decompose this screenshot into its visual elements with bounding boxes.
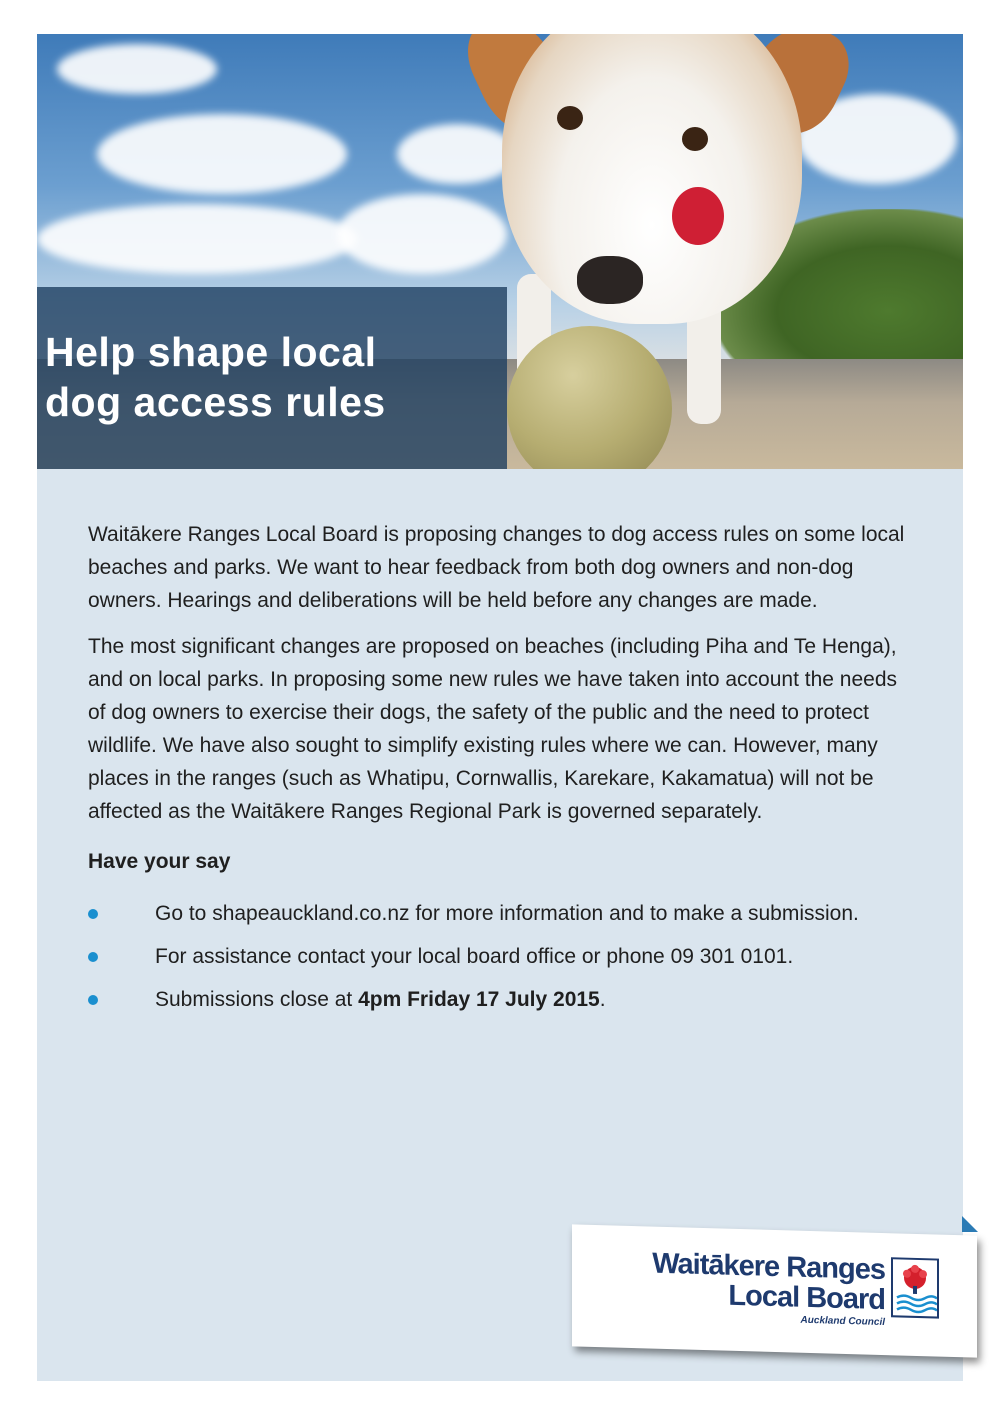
bullet-icon: [88, 995, 98, 1005]
title-line: Help shape local: [45, 329, 377, 375]
dog-head: [502, 34, 802, 324]
dog-nose: [577, 256, 643, 304]
bullet-text: Go to shapeauckland.co.nz for more information and to make a submission.: [155, 902, 859, 925]
bullet-text: Submissions close at: [155, 988, 359, 1011]
page-title: [45, 327, 386, 427]
list-item: [88, 899, 918, 928]
bullet-text: .: [599, 988, 606, 1011]
cloud-shape: [97, 114, 347, 194]
logo-fold-corner: [962, 1216, 978, 1232]
list-item: [88, 942, 918, 971]
have-your-say-heading: Have your say: [88, 850, 231, 873]
flyer-panel: [37, 34, 963, 1381]
logo-line: Local Board: [728, 1279, 885, 1317]
body-content: [88, 518, 918, 1028]
logo-card: [572, 1224, 977, 1357]
title-line: dog access rules: [45, 379, 386, 425]
cloud-shape: [337, 194, 507, 274]
list-item: [88, 985, 918, 1014]
pohutukawa-emblem-icon: [891, 1257, 939, 1318]
dog-eye: [557, 106, 583, 130]
details-paragraph: The most significant changes are proposed on beaches (including Piha and Te Henga), and on local parks. In proposing some new rules we have taken into account the needs of dog owners to exercise their dogs, the safety of the public and the need to protect wildlife. We have also sought to simplify existing rules where we can. However, many places in the ranges (such as Whatipu, Cornwallis, Karekare, Kakamatua) will not be affected as the Waitākere Ranges Regional Park is governed separately.: [88, 635, 898, 823]
have-your-say-list: [88, 899, 918, 1014]
logo-line: Waitākere Ranges: [652, 1247, 885, 1287]
deadline-text: 4pm Friday 17 July 2015: [358, 988, 600, 1011]
cloud-shape: [397, 124, 517, 184]
bullet-icon: [88, 952, 98, 962]
cloud-shape: [37, 204, 357, 274]
cloud-shape: [57, 44, 217, 94]
intro-paragraph: Waitākere Ranges Local Board is proposing changes to dog access rules on some local beaches and parks. We want to hear feedback from both dog owners and non-dog owners. Hearings and deliberations will be held before any changes are made.: [88, 523, 905, 612]
bullet-text: For assistance contact your local board office or phone 09 301 0101.: [155, 945, 794, 968]
dog-tag: [672, 187, 724, 245]
dog-eye: [682, 127, 708, 151]
bullet-icon: [88, 909, 98, 919]
logo-subtitle: Auckland Council: [800, 1314, 885, 1329]
board-logo: [652, 1249, 885, 1332]
title-band: [37, 287, 507, 469]
